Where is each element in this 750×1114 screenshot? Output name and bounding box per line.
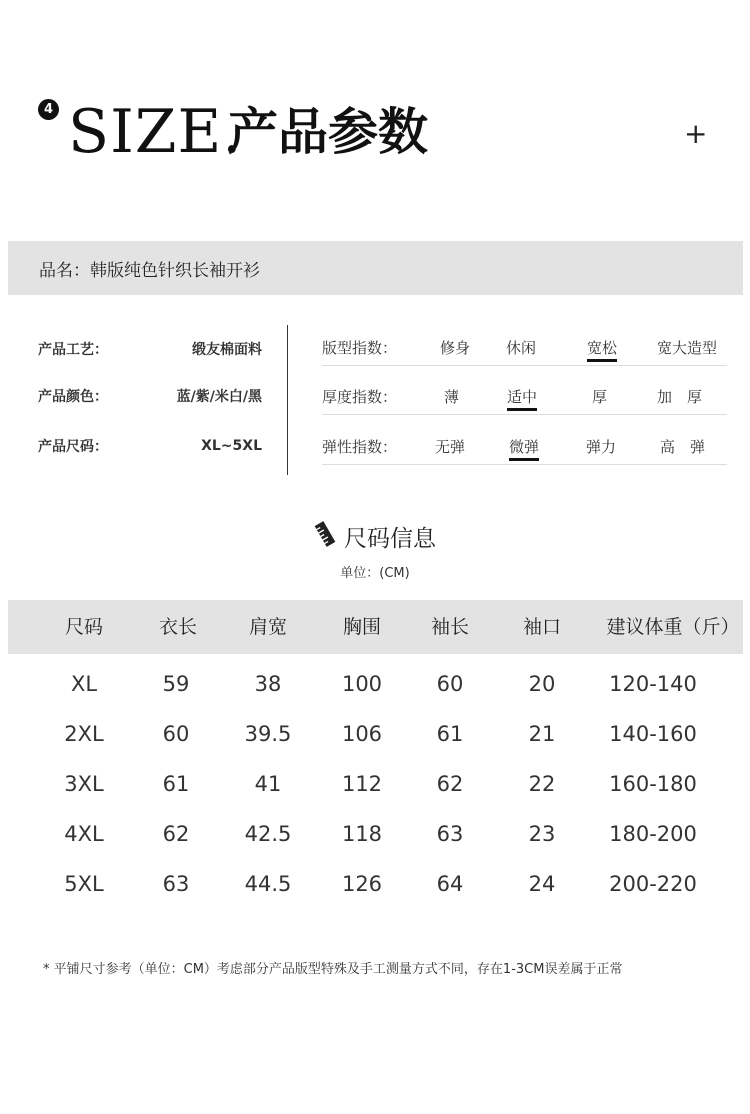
table-cell: 60 bbox=[162, 722, 190, 746]
table-cell: 20 bbox=[528, 672, 556, 696]
table-cell: 42.5 bbox=[244, 822, 292, 846]
table-row bbox=[8, 709, 743, 759]
table-cell: 180-200 bbox=[609, 822, 697, 846]
table-cell: 120-140 bbox=[609, 672, 697, 696]
index-row-fit bbox=[322, 337, 727, 363]
index-title: 版型指数： bbox=[322, 339, 398, 357]
table-cell: 106 bbox=[341, 722, 383, 746]
table-cell: 200-220 bbox=[609, 872, 697, 896]
table-cell: 61 bbox=[436, 722, 464, 746]
table-header-cell: 肩宽 bbox=[248, 616, 287, 638]
table-header-cell: 衣长 bbox=[158, 616, 197, 638]
divider-vertical bbox=[287, 325, 288, 475]
index-row-divider bbox=[322, 464, 727, 465]
table-row bbox=[8, 659, 743, 709]
plus-icon: + bbox=[684, 117, 708, 150]
index-option-selected: 适中 bbox=[507, 386, 537, 411]
size-info-title bbox=[0, 520, 750, 552]
spec-label: 产品工艺： bbox=[38, 342, 108, 358]
product-name: 品名：韩版纯色针织长袖开衫 bbox=[39, 260, 260, 281]
table-cell: 140-160 bbox=[609, 722, 697, 746]
index-option-selected: 微弹 bbox=[509, 436, 539, 461]
table-cell: 39.5 bbox=[244, 722, 292, 746]
table-cell: 160-180 bbox=[609, 772, 697, 796]
table-cell: 59 bbox=[162, 672, 190, 696]
section-number-badge: 4 bbox=[38, 99, 59, 120]
table-cell: 118 bbox=[341, 822, 383, 846]
table-cell: 3XL bbox=[64, 772, 104, 796]
table-cell: 112 bbox=[341, 772, 383, 796]
index-row-divider bbox=[322, 365, 727, 366]
spec-label: 产品尺码： bbox=[38, 439, 108, 455]
footnote: * 平铺尺寸参考（单位：CM）考虑部分产品版型特殊及手工测量方式不同，存在1-3CM误差属于正常 bbox=[43, 962, 623, 977]
index-option: 高 弹 bbox=[660, 438, 706, 456]
index-title: 厚度指数： bbox=[322, 388, 398, 406]
table-cell: 22 bbox=[528, 772, 556, 796]
spec-row-size bbox=[38, 434, 262, 458]
table-row bbox=[8, 759, 743, 809]
spec-value: 缎友棉面料 bbox=[192, 342, 262, 358]
table-cell: 62 bbox=[162, 822, 190, 846]
table-cell: 23 bbox=[528, 822, 556, 846]
table-row bbox=[8, 809, 743, 859]
table-cell: 64 bbox=[436, 872, 464, 896]
table-header-cell: 建议体重（斤） bbox=[606, 616, 740, 638]
table-cell: 63 bbox=[436, 822, 464, 846]
table-header-cell: 尺码 bbox=[64, 616, 103, 638]
section-title-cn: 产品参数 bbox=[228, 103, 428, 161]
table-cell: 60 bbox=[436, 672, 464, 696]
ruler-icon bbox=[314, 521, 336, 551]
table-row bbox=[8, 859, 743, 909]
table-cell: 21 bbox=[528, 722, 556, 746]
spec-row-craft bbox=[38, 337, 262, 361]
index-option-selected: 宽松 bbox=[587, 337, 617, 362]
table-cell: 24 bbox=[528, 872, 556, 896]
size-info-title-text: 尺码信息 bbox=[344, 525, 436, 552]
product-name-bar bbox=[8, 241, 743, 295]
table-header-cell: 胸围 bbox=[342, 616, 381, 638]
index-option: 无弹 bbox=[435, 438, 466, 456]
index-option: 加 厚 bbox=[657, 388, 703, 406]
table-cell: 4XL bbox=[64, 822, 104, 846]
size-table-header bbox=[8, 600, 743, 654]
spec-value: XL~5XL bbox=[201, 438, 262, 454]
index-row-elasticity bbox=[322, 436, 727, 462]
table-cell: 62 bbox=[436, 772, 464, 796]
index-option: 休闲 bbox=[506, 339, 537, 357]
table-header-cell: 袖口 bbox=[522, 616, 561, 638]
index-title: 弹性指数： bbox=[322, 438, 398, 456]
index-option: 弹力 bbox=[586, 438, 617, 456]
unit-label: 单位：(CM) bbox=[340, 566, 410, 581]
table-cell: 5XL bbox=[64, 872, 104, 896]
index-option: 宽大造型 bbox=[657, 339, 718, 357]
table-cell: 38 bbox=[254, 672, 282, 696]
table-cell: 2XL bbox=[64, 722, 104, 746]
index-row-divider bbox=[322, 414, 727, 415]
spec-row-color bbox=[38, 384, 262, 408]
table-cell: 63 bbox=[162, 872, 190, 896]
index-option: 薄 bbox=[444, 388, 460, 406]
table-cell: XL bbox=[70, 672, 98, 696]
spec-value: 蓝/紫/米白/黑 bbox=[176, 389, 262, 405]
index-row-thickness bbox=[322, 386, 727, 412]
table-cell: 61 bbox=[162, 772, 190, 796]
index-option: 厚 bbox=[592, 388, 608, 406]
section-title-en: SIZE. bbox=[68, 97, 243, 167]
table-cell: 41 bbox=[254, 772, 282, 796]
table-cell: 126 bbox=[341, 872, 383, 896]
index-option: 修身 bbox=[440, 339, 471, 357]
table-header-cell: 袖长 bbox=[430, 616, 469, 638]
table-cell: 44.5 bbox=[244, 872, 292, 896]
table-cell: 100 bbox=[341, 672, 383, 696]
spec-label: 产品颜色： bbox=[38, 389, 108, 405]
